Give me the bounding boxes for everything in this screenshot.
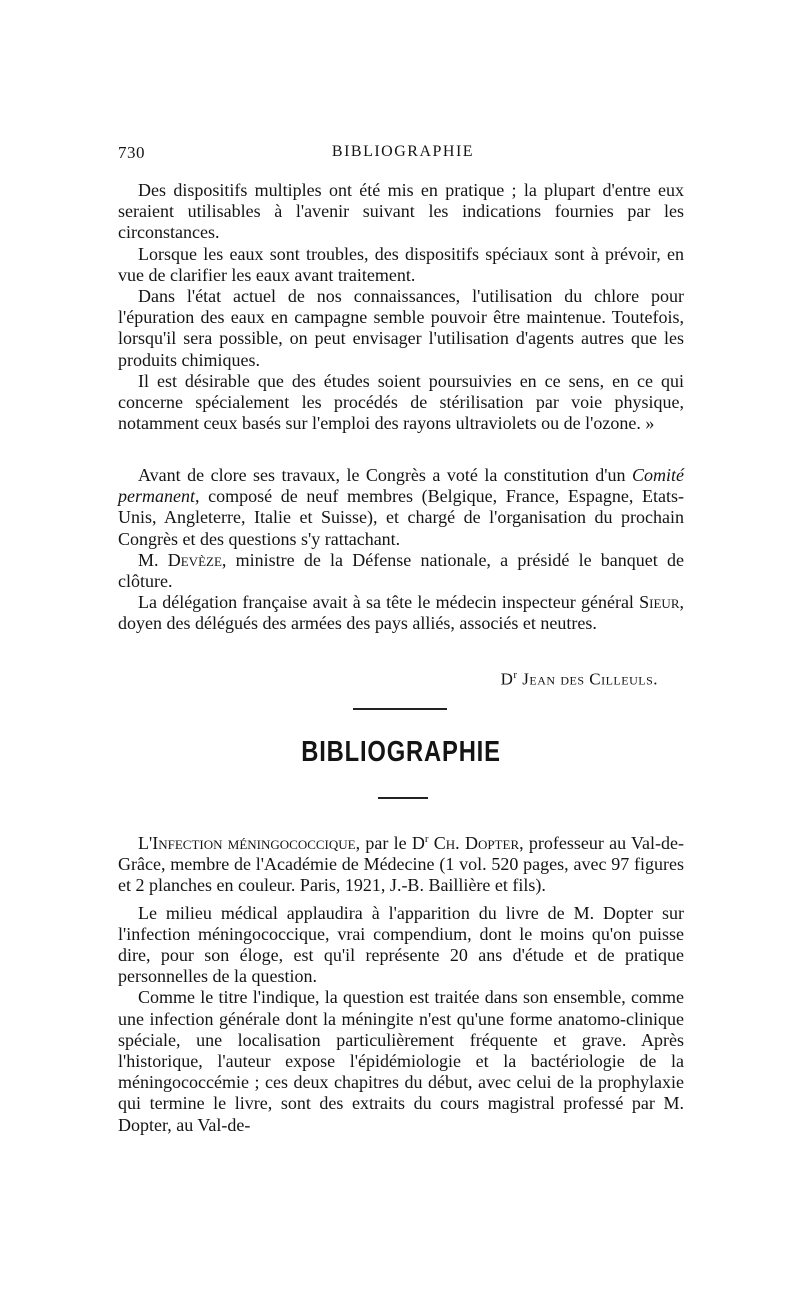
review-citation xyxy=(118,829,684,897)
title-divider xyxy=(378,797,428,799)
signature-name: Jean des Cilleuls. xyxy=(522,669,658,689)
paragraph: Lorsque les eaux sont troubles, des dispositifs spéciaux sont à prévoir, en vue de clarifier les eaux avant traitement. xyxy=(118,243,684,285)
paragraph: Dans l'état actuel de nos connaissances, l'utilisation du chlore pour l'épuration des eaux en campagne semble pouvoir être maintenue. Toutefois, lorsqu'il sera possible, on peut envisager l'utilisation d'agents autres que les produits chimiques. xyxy=(118,286,684,370)
text-run: La délégation française avait à sa tête le médecin inspecteur général xyxy=(138,592,640,613)
text-run: , par le D xyxy=(355,833,425,853)
text-run: Avant de clore ses travaux, le Congrès a voté la constitution d'un xyxy=(138,465,632,485)
paragraph xyxy=(118,465,684,550)
section-divider xyxy=(353,708,447,710)
text-run: , ministre de la Défense nationale, a présidé le banquet de clôture. xyxy=(118,549,684,592)
text-run: M. xyxy=(138,549,168,570)
book-title: L'Infection méningococcique xyxy=(138,833,356,853)
book-author: Ch. Dopter xyxy=(428,833,520,853)
paragraph: Il est désirable que des études soient poursuivies en ce sens, en ce qui concerne spécialement les procédés de stérilisation par voie physique, notamment ceux basés sur l'emploi des rayons ultraviolets ou de l'ozone. » xyxy=(118,370,684,434)
paragraph xyxy=(118,550,684,592)
text-run: , doyen des délégués des armées des pays alliés, associés et neutres. xyxy=(118,592,684,634)
text-run: , composé de neuf membres (Belgique, France, Espagne, Etats-Unis, Angleterre, Italie et Suisse), et chargé de l'organisation du prochain Congrès et des questions s'y rattachant. xyxy=(118,486,684,549)
page-number: 730 xyxy=(118,143,145,162)
paragraph: Le milieu médical applaudira à l'apparition du livre de M. Dopter sur l'infection méningococcique, vrai compendium, dont le moins qu'on puisse dire, pour son éloge, est qu'il représente 20 ans d'étude et de pratique personnelles de la question. xyxy=(118,902,684,987)
paragraph xyxy=(118,592,684,634)
running-head: BIBLIOGRAPHIE xyxy=(331,143,475,160)
paragraph: Des dispositifs multiples ont été mis en pratique ; la plupart d'entre eux seraient utilisables à l'avenir suivant les indications fournies par les circonstances. xyxy=(118,180,684,243)
congress-report-text xyxy=(118,465,684,635)
paragraph: Comme le titre l'indique, la question est traitée dans son ensemble, comme une infection générale dont la méningite n'est qu'une forme anatomo-clinique spéciale, une localisation particulièrement fréquente et grave. Après l'historique, l'auteur expose l'épidémiologie et la bactériologie de la méningococcémie ; ces deux chapitres du début, avec celui de la prophylaxie qui termine le livre, sont des extraits du cours magistral professé par M. Dopter, au Val-de- xyxy=(118,987,684,1135)
section-title: BIBLIOGRAPHIE xyxy=(301,736,501,768)
book-review xyxy=(118,829,684,1136)
signature-title: D xyxy=(500,669,514,689)
italic-term: Comité permanent xyxy=(118,465,684,507)
signature-title-superscript: r xyxy=(513,669,518,681)
author-signature xyxy=(400,669,658,690)
text-run: , professeur au Val-de-Grâce, membre de l'Académie de Médecine (1 vol. 520 pages, avec 97 figures et 2 planches en couleur. Paris, 1921, J.-B. Baillière et fils). xyxy=(118,833,684,896)
page-header xyxy=(118,143,688,167)
report-conclusion-text xyxy=(118,180,684,434)
title-superscript: r xyxy=(424,833,429,845)
person-name: Sieur xyxy=(639,592,680,613)
person-name: Devèze xyxy=(167,549,222,570)
